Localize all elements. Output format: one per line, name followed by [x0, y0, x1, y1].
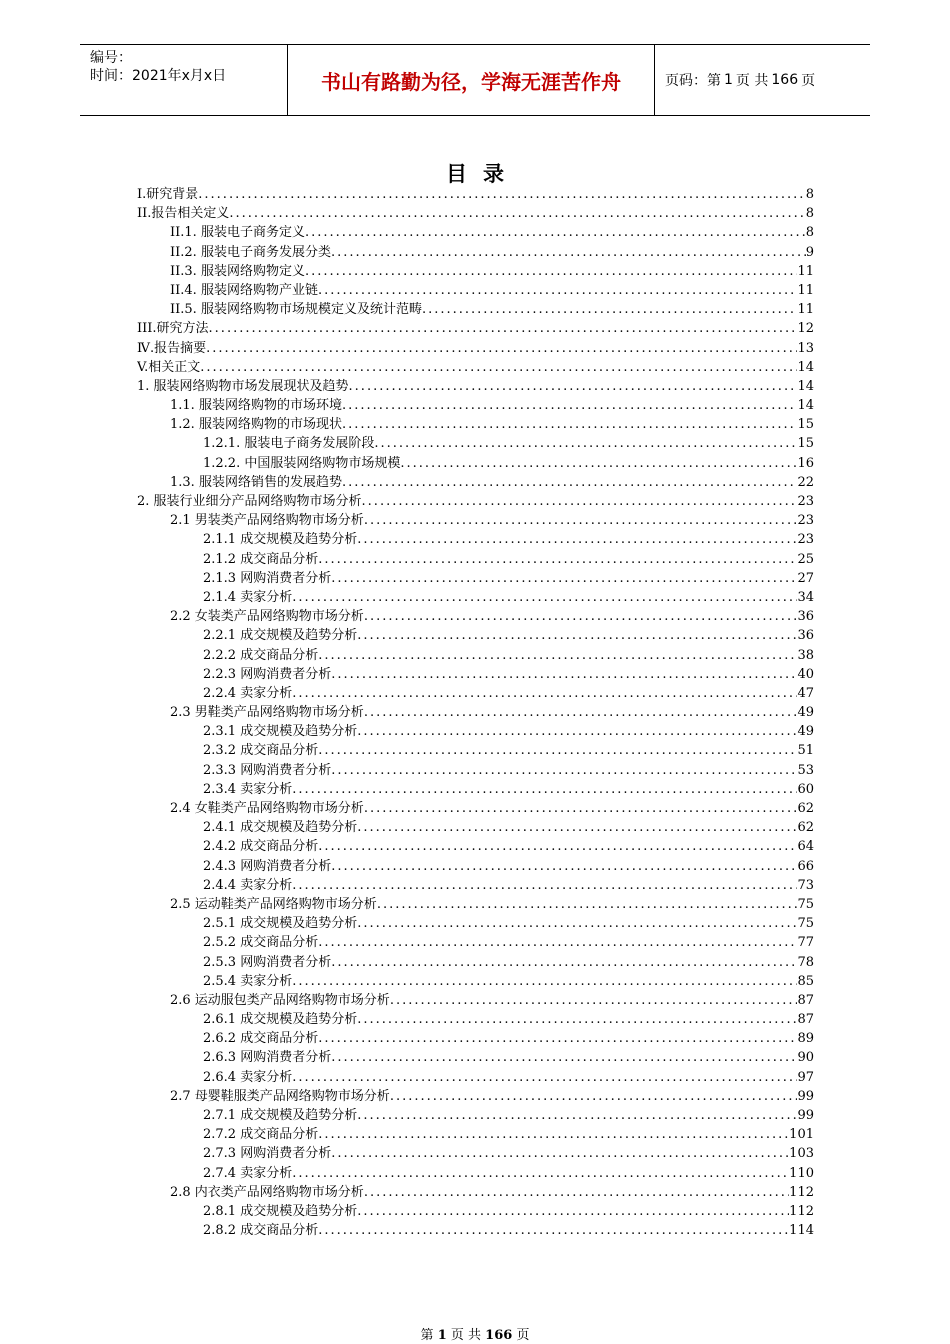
- toc-entry-label: 2.3.1 成交规模及趋势分析: [203, 724, 358, 740]
- toc-entry-page: 27: [797, 570, 814, 586]
- toc-entry-page: 90: [797, 1050, 814, 1066]
- toc-leader-dots: [342, 473, 798, 492]
- toc-entry[interactable]: [137, 243, 814, 262]
- toc-entry-page: 87: [797, 992, 814, 1008]
- toc-entry-page: 49: [797, 724, 814, 740]
- toc-entry-page: 101: [789, 1127, 814, 1143]
- toc-leader-dots: [390, 991, 798, 1010]
- toc-entry-page: 110: [789, 1165, 814, 1181]
- toc-entry-label: 2.3.4 卖家分析: [203, 781, 293, 797]
- toc-entry-page: 49: [797, 705, 814, 721]
- toc-entry-page: 23: [797, 513, 814, 529]
- toc-entry-label: 2.4 女鞋类产品网络购物市场分析: [170, 801, 364, 816]
- toc-leader-dots: [318, 550, 797, 569]
- toc-entry[interactable]: [137, 415, 814, 434]
- toc-entry[interactable]: [137, 837, 814, 856]
- toc-entry-label: II.2. 服装电子商务发展分类: [170, 244, 331, 260]
- header-page-suffix: 页: [801, 73, 816, 89]
- toc-entry[interactable]: [137, 991, 814, 1010]
- toc-entry-page: 85: [797, 973, 814, 989]
- header-page-total: 166: [771, 72, 799, 88]
- toc-leader-dots: [357, 914, 797, 933]
- toc-entry[interactable]: [137, 530, 814, 549]
- toc-entry-label: 1.2.1. 服装电子商务发展阶段: [203, 436, 375, 452]
- toc-leader-dots: [318, 837, 797, 856]
- toc-leader-dots: [318, 646, 797, 665]
- page-header: [80, 44, 870, 116]
- toc-entry-page: 8: [805, 206, 814, 222]
- toc-leader-dots: [198, 185, 805, 204]
- toc-entry-page: 99: [797, 1108, 814, 1123]
- toc-leader-dots: [331, 953, 797, 972]
- toc-leader-dots: [374, 434, 797, 453]
- toc-leader-dots: [292, 588, 797, 607]
- toc-leader-dots: [390, 1087, 798, 1106]
- toc-entry-page: 75: [797, 896, 814, 912]
- toc-leader-dots: [362, 492, 798, 511]
- toc-entry-label: 2.4.1 成交规模及趋势分析: [203, 820, 358, 836]
- toc-entry-label: II.1. 服装电子商务定义: [170, 225, 305, 241]
- toc-entry[interactable]: [137, 761, 814, 780]
- footer-suffix: 页: [516, 1328, 530, 1343]
- header-page-mid: 页 共: [735, 73, 769, 89]
- toc-entry-page: 78: [797, 954, 814, 970]
- toc-entry[interactable]: [137, 626, 814, 645]
- toc-entry-label: 2.8.2 成交商品分析: [203, 1223, 319, 1239]
- toc-leader-dots: [305, 223, 806, 242]
- toc-entry-label: 1.2.2. 中国服装网络购物市场规模: [203, 455, 401, 471]
- toc-leader-dots: [331, 665, 797, 684]
- toc-entry[interactable]: [137, 300, 814, 319]
- toc-leader-dots: [331, 243, 806, 262]
- toc-leader-dots: [318, 281, 798, 300]
- footer-page-num: 1: [437, 1328, 447, 1343]
- toc-entry[interactable]: [137, 818, 814, 837]
- toc-entry-page: 12: [797, 321, 814, 337]
- toc-leader-dots: [357, 1106, 797, 1125]
- toc-entry-label: 2.2.3 网购消费者分析: [203, 666, 332, 682]
- toc-entry-page: 64: [797, 839, 814, 855]
- toc-entry[interactable]: [137, 895, 814, 914]
- toc-entry[interactable]: [137, 876, 814, 895]
- toc-entry[interactable]: [137, 473, 814, 492]
- header-page-num: 1: [724, 72, 733, 88]
- toc-entry-label: 2.5.1 成交规模及趋势分析: [203, 916, 358, 932]
- toc-entry[interactable]: [137, 281, 814, 300]
- toc-leader-dots: [292, 972, 797, 991]
- toc-entry-label: II.3. 服装网络购物定义: [170, 263, 305, 279]
- toc-entry-page: 97: [797, 1069, 814, 1085]
- toc-entry[interactable]: [137, 185, 814, 204]
- toc-entry-page: 11: [797, 282, 814, 298]
- toc-leader-dots: [229, 204, 805, 223]
- toc-entry-page: 14: [797, 398, 814, 414]
- toc-entry-label: II.报告相关定义: [137, 206, 230, 222]
- toc-entry-page: 14: [797, 359, 814, 375]
- toc-entry-label: 2.2 女装类产品网络购物市场分析: [170, 609, 364, 625]
- toc-leader-dots: [364, 607, 798, 626]
- toc-entry[interactable]: [137, 607, 814, 626]
- toc-entry-label: 2.7.4 卖家分析: [203, 1165, 293, 1181]
- toc-leader-dots: [400, 454, 797, 473]
- toc-entry-label: 1.3. 服装网络销售的发展趋势: [170, 474, 342, 490]
- toc-entry[interactable]: [137, 722, 814, 741]
- toc-entry-page: 9: [805, 244, 814, 260]
- toc-leader-dots: [364, 511, 798, 530]
- toc-entry-page: 11: [797, 302, 814, 318]
- toc-entry[interactable]: [137, 1029, 814, 1048]
- toc-entry-page: 15: [797, 436, 814, 452]
- toc-leader-dots: [209, 319, 798, 338]
- toc-entry-label: 2.3 男鞋类产品网络购物市场分析: [170, 705, 364, 721]
- toc-entry-page: 87: [797, 1012, 814, 1028]
- toc-entry[interactable]: [137, 262, 814, 281]
- toc-entry-label: Ⅳ.报告摘要: [137, 340, 207, 356]
- toc-entry-label: 2.4.2 成交商品分析: [203, 839, 319, 855]
- toc-leader-dots: [292, 780, 797, 799]
- toc-entry-page: 75: [797, 916, 814, 932]
- toc-entry[interactable]: [137, 569, 814, 588]
- toc-leader-dots: [318, 741, 797, 760]
- toc-leader-dots: [349, 377, 798, 396]
- toc-leader-dots: [357, 530, 797, 549]
- toc-entry-label: 2.2.2 成交商品分析: [203, 647, 319, 663]
- toc-entry-label: III.研究方法: [137, 321, 209, 337]
- toc-entry-label: II.5. 服装网络购物市场规模定义及统计范畴: [170, 302, 422, 318]
- header-motto: 书山有路勤为径，学海无涯苦作舟: [287, 45, 655, 115]
- toc-entry-page: 23: [797, 532, 814, 548]
- toc-entry[interactable]: [137, 741, 814, 760]
- toc-leader-dots: [331, 761, 797, 780]
- document-number-label: 编号：: [90, 50, 132, 66]
- toc-entry[interactable]: [137, 550, 814, 569]
- toc-entry[interactable]: [137, 1202, 814, 1221]
- toc-entry-label: 2.1 男装类产品网络购物市场分析: [170, 513, 364, 529]
- toc-entry-page: 16: [797, 455, 814, 471]
- toc-entry[interactable]: [137, 204, 814, 223]
- table-of-contents: [137, 185, 814, 1240]
- toc-entry-page: 62: [797, 801, 814, 816]
- toc-entry[interactable]: [137, 223, 814, 242]
- toc-entry[interactable]: [137, 933, 814, 952]
- toc-entry[interactable]: [137, 914, 814, 933]
- toc-entry[interactable]: [137, 377, 814, 396]
- toc-leader-dots: [331, 569, 797, 588]
- toc-entry[interactable]: [137, 1048, 814, 1067]
- toc-entry[interactable]: [137, 339, 814, 358]
- toc-entry-label: 2.5.3 网购消费者分析: [203, 954, 332, 970]
- toc-leader-dots: [364, 1183, 789, 1202]
- toc-entry-page: 112: [789, 1203, 814, 1219]
- toc-entry-page: 15: [797, 417, 814, 433]
- toc-entry[interactable]: [137, 646, 814, 665]
- toc-entry-label: 2.8.1 成交规模及趋势分析: [203, 1203, 358, 1219]
- toc-entry-page: 73: [797, 877, 814, 893]
- toc-entry-label: 2.7 母婴鞋服类产品网络购物市场分析: [170, 1088, 390, 1104]
- toc-entry[interactable]: [137, 319, 814, 338]
- toc-leader-dots: [318, 933, 797, 952]
- toc-entry[interactable]: [137, 972, 814, 991]
- toc-entry[interactable]: [137, 857, 814, 876]
- toc-entry-label: I.研究背景: [137, 187, 199, 202]
- toc-entry-page: 25: [797, 551, 814, 567]
- toc-entry-page: 51: [797, 743, 814, 759]
- toc-entry-label: 2.6 运动服包类产品网络购物市场分析: [170, 992, 390, 1008]
- toc-entry[interactable]: [137, 1183, 814, 1202]
- toc-entry-page: 112: [789, 1184, 814, 1200]
- toc-entry-page: 47: [797, 685, 814, 701]
- toc-entry[interactable]: [137, 1125, 814, 1144]
- toc-entry[interactable]: [137, 780, 814, 799]
- toc-entry[interactable]: [137, 588, 814, 607]
- toc-entry-page: 114: [789, 1223, 814, 1239]
- toc-entry[interactable]: [137, 1068, 814, 1087]
- toc-entry-label: V.相关正文: [137, 359, 201, 375]
- toc-entry-label: 2.1.4 卖家分析: [203, 589, 293, 605]
- toc-entry[interactable]: [137, 1087, 814, 1106]
- toc-entry-page: 89: [797, 1031, 814, 1047]
- toc-entry-label: 2.3.2 成交商品分析: [203, 743, 319, 759]
- toc-entry-label: 2.6.3 网购消费者分析: [203, 1050, 332, 1066]
- toc-entry-page: 22: [797, 474, 814, 490]
- toc-entry-page: 38: [797, 647, 814, 663]
- toc-entry-page: 99: [797, 1088, 814, 1104]
- toc-entry-label: 2.1.3 网购消费者分析: [203, 570, 332, 586]
- header-page-prefix: 页码：第: [665, 73, 721, 89]
- toc-entry-label: II.4. 服装网络购物产业链: [170, 282, 318, 298]
- toc-leader-dots: [357, 722, 797, 741]
- toc-entry-label: 2.5.2 成交商品分析: [203, 935, 319, 951]
- toc-entry[interactable]: [137, 1164, 814, 1183]
- toc-entry-page: 8: [805, 225, 814, 241]
- toc-title: 目录: [446, 161, 520, 186]
- toc-leader-dots: [200, 358, 797, 377]
- footer-mid: 页 共: [450, 1328, 482, 1343]
- toc-leader-dots: [331, 857, 797, 876]
- toc-entry-page: 53: [797, 762, 814, 778]
- toc-entry-page: 66: [797, 858, 814, 874]
- header-page-info: [655, 45, 870, 115]
- toc-entry-page: 40: [797, 666, 814, 682]
- toc-entry-page: 36: [797, 609, 814, 625]
- toc-entry[interactable]: [137, 434, 814, 453]
- toc-entry-label: 2.6.2 成交商品分析: [203, 1031, 319, 1047]
- footer-page-total: 166: [485, 1328, 513, 1343]
- toc-entry[interactable]: [137, 1144, 814, 1163]
- toc-leader-dots: [206, 339, 797, 358]
- toc-entry-label: 2.1.2 成交商品分析: [203, 551, 319, 567]
- toc-entry-page: 60: [797, 781, 814, 797]
- toc-leader-dots: [364, 799, 798, 818]
- toc-entry-page: 77: [797, 935, 814, 951]
- toc-entry-label: 2.7.1 成交规模及趋势分析: [203, 1108, 358, 1123]
- toc-entry-label: 2.3.3 网购消费者分析: [203, 762, 332, 778]
- toc-entry-page: 23: [797, 494, 814, 509]
- toc-entry-label: 2.1.1 成交规模及趋势分析: [203, 532, 358, 548]
- toc-leader-dots: [292, 1164, 789, 1183]
- toc-entry[interactable]: [137, 492, 814, 511]
- toc-entry[interactable]: [137, 358, 814, 377]
- toc-entry[interactable]: [137, 703, 814, 722]
- toc-entry[interactable]: [137, 1221, 814, 1240]
- toc-entry[interactable]: [137, 953, 814, 972]
- toc-leader-dots: [292, 1068, 797, 1087]
- toc-leader-dots: [305, 262, 798, 281]
- toc-leader-dots: [318, 1221, 789, 1240]
- header-meta: [80, 45, 287, 115]
- toc-leader-dots: [357, 626, 797, 645]
- toc-entry-label: 2.6.4 卖家分析: [203, 1069, 293, 1085]
- toc-entry-label: 2.2.1 成交规模及趋势分析: [203, 628, 358, 644]
- toc-entry[interactable]: [137, 511, 814, 530]
- toc-entry-label: 1. 服装网络购物市场发展现状及趋势: [137, 378, 349, 394]
- footer-prefix: 第: [420, 1328, 434, 1343]
- toc-entry-page: 11: [797, 263, 814, 279]
- toc-leader-dots: [342, 415, 798, 434]
- toc-entry-page: 14: [797, 378, 814, 394]
- toc-entry-label: 2.7.3 网购消费者分析: [203, 1146, 332, 1162]
- toc-leader-dots: [357, 1010, 797, 1029]
- toc-entry-page: 36: [797, 628, 814, 644]
- toc-leader-dots: [292, 876, 797, 895]
- toc-entry[interactable]: [137, 684, 814, 703]
- toc-leader-dots: [331, 1048, 797, 1067]
- toc-entry-label: 2.4.3 网购消费者分析: [203, 858, 332, 874]
- toc-entry[interactable]: [137, 1106, 814, 1125]
- toc-leader-dots: [342, 396, 798, 415]
- toc-leader-dots: [377, 895, 798, 914]
- toc-entry-label: 2. 服装行业细分产品网络购物市场分析: [137, 494, 362, 509]
- page-footer: [0, 1324, 950, 1343]
- toc-leader-dots: [331, 1144, 789, 1163]
- toc-entry-page: 62: [797, 820, 814, 836]
- toc-entry-page: 8: [805, 187, 814, 202]
- toc-entry-label: 2.7.2 成交商品分析: [203, 1127, 319, 1143]
- toc-leader-dots: [422, 300, 798, 319]
- toc-entry[interactable]: [137, 454, 814, 473]
- toc-entry-label: 2.2.4 卖家分析: [203, 685, 293, 701]
- toc-entry-label: 2.5 运动鞋类产品网络购物市场分析: [170, 896, 377, 912]
- toc-entry[interactable]: [137, 665, 814, 684]
- toc-leader-dots: [364, 703, 798, 722]
- toc-entry-label: 2.4.4 卖家分析: [203, 877, 293, 893]
- toc-entry-label: 1.2. 服装网络购物的市场现状: [170, 417, 342, 433]
- toc-leader-dots: [318, 1125, 789, 1144]
- toc-entry-page: 34: [797, 589, 814, 605]
- toc-entry-label: 2.6.1 成交规模及趋势分析: [203, 1012, 358, 1028]
- document-time: 时间：2021年x月x日: [90, 68, 227, 84]
- toc-entry[interactable]: [137, 799, 814, 818]
- toc-entry-page: 13: [797, 340, 814, 356]
- toc-leader-dots: [318, 1029, 797, 1048]
- toc-entry-label: 2.8 内衣类产品网络购物市场分析: [170, 1184, 364, 1200]
- toc-entry-page: 103: [789, 1146, 814, 1162]
- toc-leader-dots: [357, 1202, 789, 1221]
- toc-entry[interactable]: [137, 396, 814, 415]
- toc-entry-label: 1.1. 服装网络购物的市场环境: [170, 398, 342, 414]
- toc-leader-dots: [357, 818, 797, 837]
- toc-entry[interactable]: [137, 1010, 814, 1029]
- toc-leader-dots: [292, 684, 797, 703]
- toc-entry-label: 2.5.4 卖家分析: [203, 973, 293, 989]
